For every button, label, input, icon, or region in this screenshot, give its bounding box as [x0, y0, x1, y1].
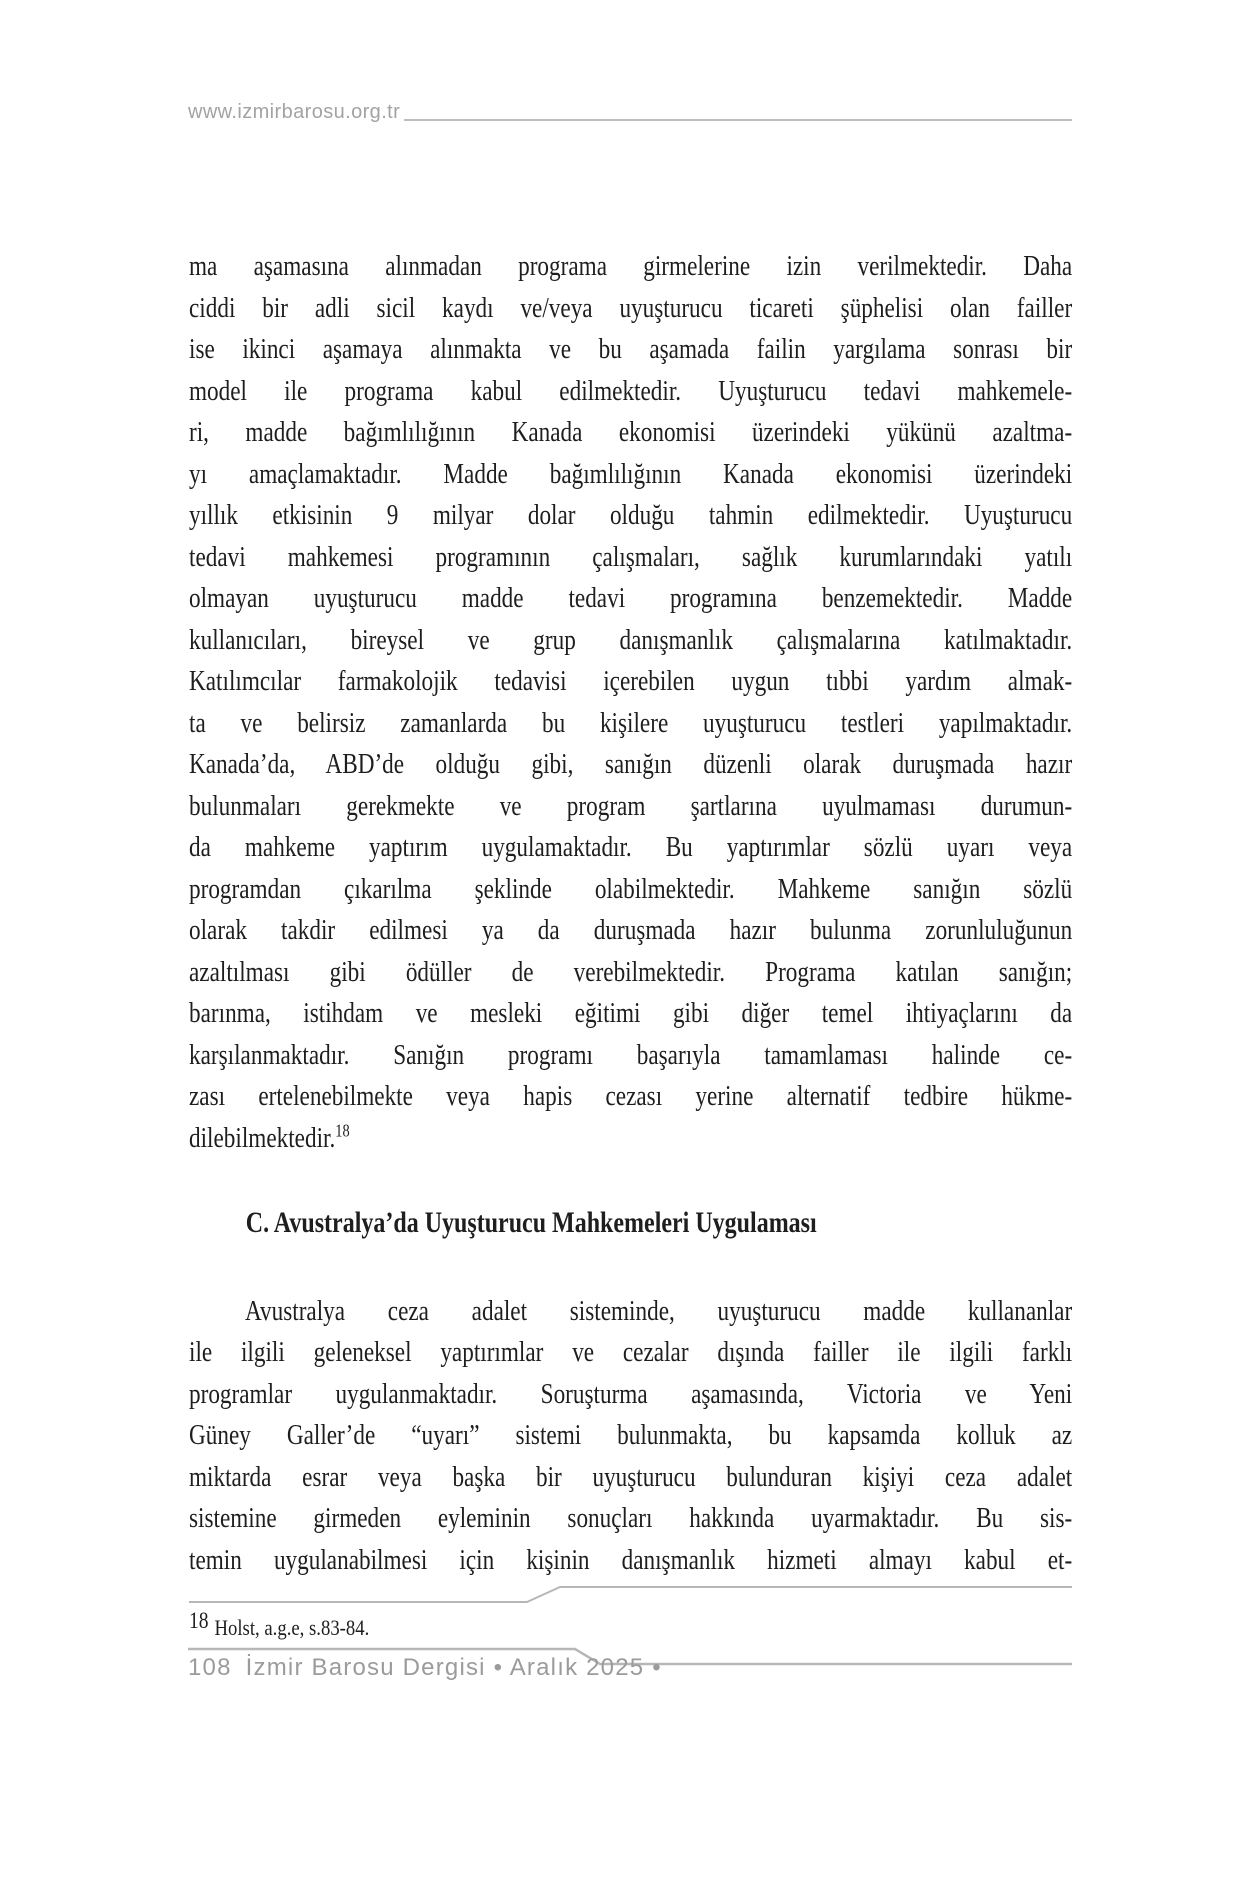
text-line: ile ilgili geleneksel yaptırımlar ve cezalar dışında failler ile ilgili farklı	[189, 1336, 1073, 1368]
text-line: sistemine girmeden eyleminin sonuçları hakkında uyarmaktadır. Bu sis-	[189, 1502, 1073, 1534]
text-line: olmayan uyuşturucu madde tedavi programına benzemektedir. Madde	[189, 582, 1073, 614]
text-line: ta ve belirsiz zamanlarda bu kişilere uyuşturucu testleri yapılmaktadır.	[189, 706, 1073, 739]
text-line: tedavi mahkemesi programının çalışmaları, sağlık kurumlarındaki yatılı	[189, 540, 1073, 573]
page-header	[188, 100, 1072, 125]
article-text-column	[189, 246, 1072, 1581]
footnote-divider	[189, 1587, 1072, 1602]
text-line: yı amaçlamaktadır. Madde bağımlılığının Kanada ekonomisi üzerindeki	[189, 457, 1073, 490]
text-line: zası ertelenebilmekte veya hapis cezası yerine alternatif tedbire hükme-	[189, 1080, 1073, 1112]
section-heading: C. Avustralya’da Uyuşturucu Mahkemeleri Uygulaması	[245, 1206, 817, 1239]
text-line: azaltılması gibi ödüller de verebilmektedir. Programa katılan sanığın;	[189, 955, 1073, 988]
paragraph-1	[189, 246, 1072, 1159]
text-line: yıllık etkisinin 9 milyar dolar olduğu tahmin edilmektedir. Uyuşturucu	[189, 499, 1073, 531]
text-line: ciddi bir adli sicil kaydı ve/veya uyuşturucu ticareti şüphelisi olan failler	[189, 291, 1073, 324]
text-line: miktarda esrar veya başka bir uyuşturucu bulunduran kişiyi ceza adalet	[189, 1460, 1073, 1493]
text-line: ise ikinci aşamaya alınmakta ve bu aşamada failin yargılama sonrası bir	[189, 333, 1073, 365]
text-line: Avustralya ceza adalet sisteminde, uyuşturucu madde kullananlar	[245, 1294, 1073, 1327]
paragraph-1-last-line-text: dilebilmektedir.	[189, 1121, 336, 1154]
header-website-text: www.izmirbarosu.org.tr	[188, 101, 401, 123]
text-line: Katılımcılar farmakolojik tedavisi içerebilen uygun tıbbi yardım almak-	[189, 665, 1073, 697]
text-line: ri, madde bağımlılığının Kanada ekonomisi üzerindeki yükünü azaltma-	[189, 416, 1073, 448]
text-line: programdan çıkarılma şeklinde olabilmektedir. Mahkeme sanığın sözlü	[189, 872, 1073, 905]
header-rule	[404, 119, 1072, 121]
footnote-reference: 18	[335, 1119, 350, 1140]
footnote	[189, 1608, 1039, 1643]
text-line: barınma, istihdam ve mesleki eğitimi gibi diğer temel ihtiyaçlarını da	[189, 997, 1073, 1029]
footer-page-number: 108	[188, 1654, 232, 1681]
text-line: model ile programa kabul edilmektedir. Uyuşturucu tedavi mahkemele-	[189, 374, 1073, 407]
text-line: temin uygulanabilmesi için kişinin danışmanlık hizmeti almayı kabul et-	[189, 1543, 1073, 1576]
text-line: ma aşamasına alınmadan programa girmelerine izin verilmektedir. Daha	[189, 250, 1073, 282]
text-line: kullanıcıları, bireysel ve grup danışmanlık çalışmalarına katılmaktadır.	[189, 623, 1073, 656]
text-line: da mahkeme yaptırım uygulamaktadır. Bu yaptırımlar sözlü uyarı veya	[189, 831, 1073, 863]
text-line: karşılanmaktadır. Sanığın programı başarıyla tamamlaması halinde ce-	[189, 1038, 1073, 1071]
footnote-marker: 18	[189, 1608, 209, 1633]
text-line: Güney Galler’de “uyarı” sistemi bulunmakta, bu kapsamda kolluk az	[189, 1419, 1073, 1451]
text-line: olarak takdir edilmesi ya da duruşmada hazır bulunma zorunluluğunun	[189, 914, 1073, 946]
text-line: Kanada’da, ABD’de olduğu gibi, sanığın düzenli olarak duruşmada hazır	[189, 748, 1073, 780]
text-line: bulunmaları gerekmekte ve program şartlarına uyulmaması durumun-	[189, 789, 1073, 822]
text-line: programlar uygulanmaktadır. Soruşturma aşamasında, Victoria ve Yeni	[189, 1377, 1073, 1410]
paragraph-1-last-line	[189, 1118, 1072, 1160]
paragraph-2	[189, 1291, 1072, 1582]
footnote-text: Holst, a.g.e, s.83-84.	[214, 1615, 370, 1640]
footer-journal-text: İzmir Barosu Dergisi • Aralık 2025 •	[245, 1654, 662, 1681]
page-footer	[188, 1654, 1088, 1681]
